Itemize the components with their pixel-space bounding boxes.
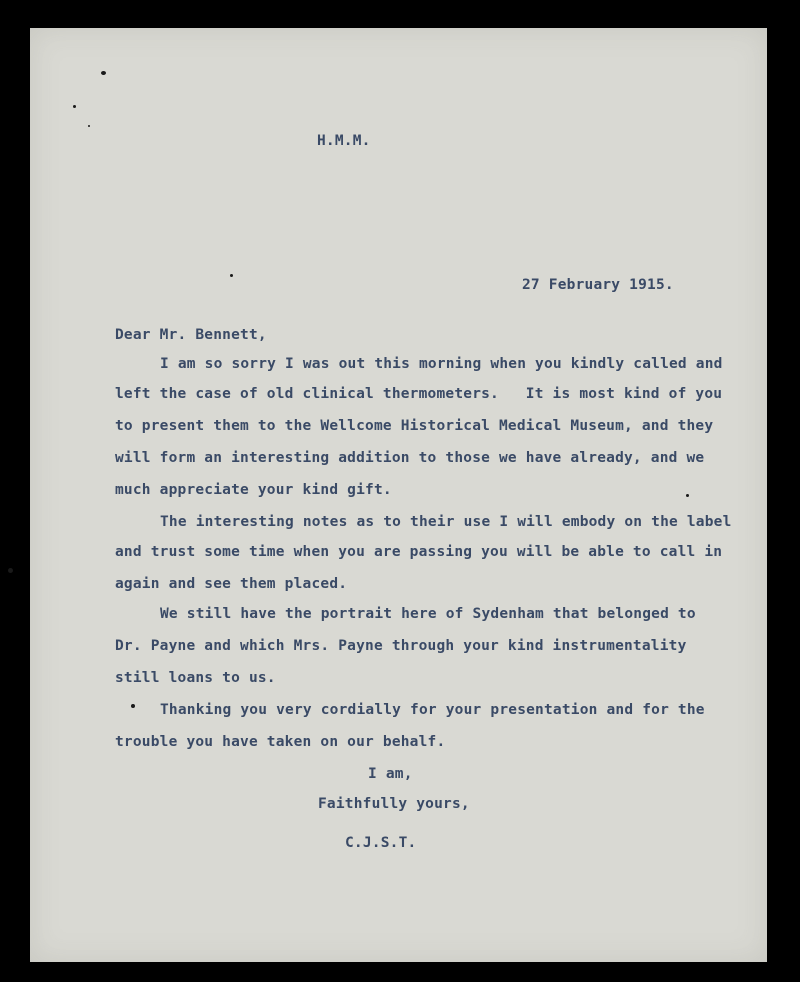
- body-line: again and see them placed.: [115, 576, 348, 592]
- letter-date: 27 February 1915.: [522, 277, 674, 293]
- body-line: much appreciate your kind gift.: [115, 482, 392, 498]
- ink-speck: [73, 105, 76, 108]
- body-line: Thanking you very cordially for your presentation and for the: [160, 702, 705, 718]
- ink-speck: [8, 568, 13, 573]
- closing: I am,: [368, 766, 413, 782]
- body-line: will form an interesting addition to those we have already, and we: [115, 450, 705, 466]
- body-line: left the case of old clinical thermometers. It is most kind of you: [115, 386, 723, 402]
- body-line: Dr. Payne and which Mrs. Payne through your kind instrumentality: [115, 638, 687, 654]
- ink-speck: [230, 274, 233, 277]
- body-line: We still have the portrait here of Sydenham that belonged to: [160, 606, 696, 622]
- salutation: Dear Mr. Bennett,: [115, 327, 267, 343]
- ink-speck: [101, 71, 106, 75]
- body-line: trouble you have taken on our behalf.: [115, 734, 446, 750]
- ink-speck: [131, 704, 135, 708]
- ink-speck: [88, 125, 90, 127]
- valediction: Faithfully yours,: [318, 796, 470, 812]
- body-line: still loans to us.: [115, 670, 276, 686]
- ink-speck: [686, 494, 689, 497]
- header-initials: H.M.M.: [317, 133, 371, 149]
- body-line: I am so sorry I was out this morning when you kindly called and: [160, 356, 723, 372]
- body-line: The interesting notes as to their use I will embody on the label: [160, 514, 732, 530]
- signature-initials: C.J.S.T.: [345, 835, 417, 851]
- body-line: and trust some time when you are passing you will be able to call in: [115, 544, 723, 560]
- body-line: to present them to the Wellcome Historical Medical Museum, and they: [115, 418, 714, 434]
